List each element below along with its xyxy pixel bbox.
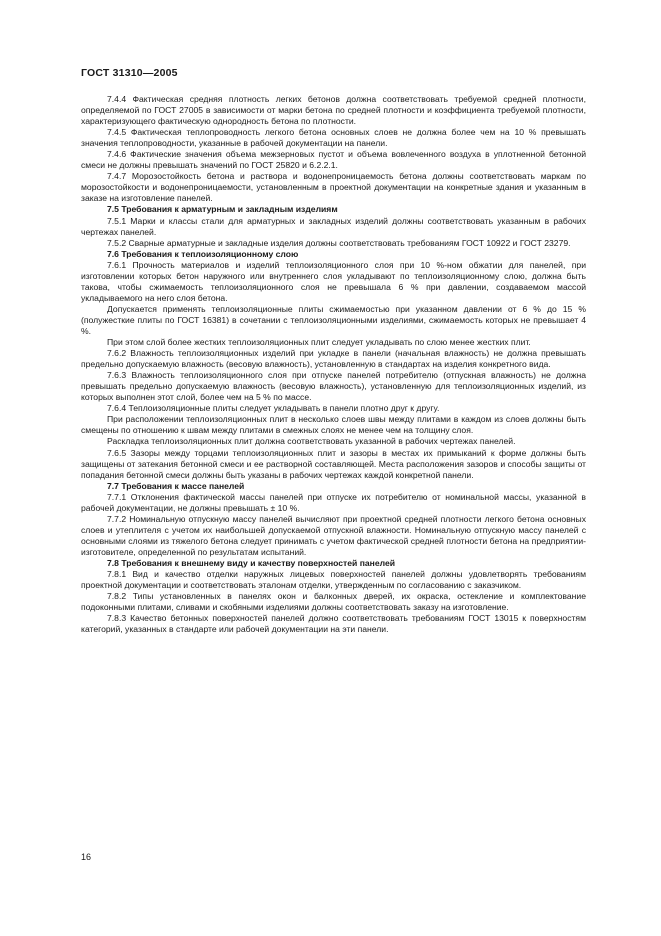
paragraph-7-6-2: 7.6.2 Влажность теплоизоляционных изделий при укладке в панели (начальная влажность) не должна превышать предельно допускаемую влажность (весовую влажность), установленную в стандартах на изделия конкретного вида.: [81, 348, 586, 370]
paragraph-7-5-1: 7.5.1 Марки и классы стали для арматурных и закладных изделий должны соответствовать указанным в рабочих чертежах панелей.: [81, 215, 586, 237]
section-heading-7-8: 7.8 Требования к внешнему виду и качеству поверхностей панелей: [107, 557, 396, 568]
section-heading-7-5: 7.5 Требования к арматурным и закладным изделиям: [107, 204, 338, 215]
paragraph-7-4-4: 7.4.4 Фактическая средняя плотность легких бетонов должна соответствовать требуемой средней плотности, определяемой по ГОСТ 27005 в зависимости от марки бетона по средней плотности и коэффициента требуемой плотности, характеризующего фактическую однородность бетона по плотности.: [81, 94, 586, 127]
paragraph-7-8-2: 7.8.2 Типы установленных в панелях окон и балконных дверей, их окраска, остекление и комплектование подоконными плитами, сливами и скобяными изделиями должны соответствовать заказу на изготовление.: [81, 591, 586, 613]
paragraph-7-7-1: 7.7.1 Отклонения фактической массы панелей при отпуске их потребителю от номинальной массы, указанной в рабочей документации, не должны превышать ± 10 %.: [81, 491, 586, 513]
section-heading-7-7: 7.7 Требования к массе панелей: [107, 480, 245, 491]
paragraph-7-8-1: 7.8.1 Вид и качество отделки наружных лицевых поверхностей панелей должны удовлетворять требованиям проектной документации и соответствовать эталонам отделки, утвержденным по согласованию с заказчиком.: [81, 569, 586, 591]
paragraph-7-4-5: 7.4.5 Фактическая теплопроводность легкого бетона основных слоев не должна более чем на 10 % превышать значения теплопроводности, указанные в рабочей документации на панели.: [81, 127, 586, 149]
paragraph-7-6-4-a: При расположении теплоизоляционных плит в несколько слоев швы между плитами в каждом из слоев должны быть смещены по отношению к швам между плитами в смежных слоях не менее чем на толщину слоя.: [81, 414, 586, 436]
paragraph-7-6-1-a: Допускается применять теплоизоляционные плиты сжимаемостью при указанном давлении от 6 % до 15 % (полужесткие плиты по ГОСТ 16381) в сочетании с теплоизоляционными изделиями, сжимаемость которых не превышает 4 %.: [81, 303, 586, 336]
document-body: [81, 94, 586, 635]
paragraph-7-6-1-b: При этом слой более жестких теплоизоляционных плит следует укладывать по слою менее жестких плит.: [107, 337, 531, 348]
paragraph-7-6-3: 7.6.3 Влажность теплоизоляционного слоя при отпуске панелей потребителю (отпускная влажность) не должна превышать предельно допускаемую влажность (весовую влажность), установленную для теплоизоляционных изделий, из которых выполнен этот слой, более чем на 5 % по массе.: [81, 370, 586, 403]
paragraph-7-6-4: 7.6.4 Теплоизоляционные плиты следует укладывать в панели плотно друг к другу.: [107, 403, 440, 414]
paragraph-7-4-6: 7.4.6 Фактические значения объема межзерновых пустот и объема вовлеченного воздуха в уплотненной бетонной смеси не должны превышать значений по ГОСТ 25820 и 6.2.2.1.: [81, 149, 586, 171]
paragraph-7-5-2: 7.5.2 Сварные арматурные и закладные изделия должны соответствовать требованиям ГОСТ 10922 и ГОСТ 23279.: [107, 237, 571, 248]
section-heading-7-6: 7.6 Требования к теплоизоляционному слою: [107, 248, 299, 259]
document-header: ГОСТ 31310—2005: [81, 67, 178, 79]
paragraph-7-7-2: 7.7.2 Номинальную отпускную массу панелей вычисляют при проектной средней плотности легкого бетона основных слоев и утеплителя с учетом их наибольшей допускаемой отпускной влажности. Номинальную отпускную массу панелей с основными слоями из тяжелого бетона следует принимать с учетом фактической средней плотности бетона на предприятии-изготовителе, определенной по результатам испытаний.: [81, 513, 586, 557]
paragraph-7-6-4-b: Раскладка теплоизоляционных плит должна соответствовать указанной в рабочих чертежах панелей.: [107, 436, 516, 447]
paragraph-7-6-1: 7.6.1 Прочность материалов и изделий теплоизоляционного слоя при 10 %-ном обжатии для панелей, при изготовлении которых бетон наружного или внутреннего слоя укладывают по теплоизоляционному слою, должна быть такова, чтобы сжимаемость теплоизоляционного слоя не превышала 6 % при давлении, создаваемом массой укладываемого на него слоя бетона.: [81, 259, 586, 303]
paragraph-7-8-3: 7.8.3 Качество бетонных поверхностей панелей должно соответствовать требованиям ГОСТ 13015 к поверхностям категорий, указанных в стандарте или рабочей документации на эти панели.: [81, 613, 586, 635]
paragraph-7-6-5: 7.6.5 Зазоры между торцами теплоизоляционных плит и зазоры в местах их примыканий к форме должны быть защищены от затекания бетонной смеси и ее растворной составляющей. Места расположения зазоров и способы защиты от попадания бетонной смеси должны быть указаны в рабочих чертежах каждой конкретной панели.: [81, 447, 586, 480]
paragraph-7-4-7: 7.4.7 Морозостойкость бетона и раствора и водонепроницаемость бетона должны соответствовать маркам по морозостойкости и водонепроницаемости, установленным в проектной документации на конкретные здания и указанным в заказе на изготовление панелей.: [81, 171, 586, 204]
page-number: 16: [81, 852, 92, 862]
